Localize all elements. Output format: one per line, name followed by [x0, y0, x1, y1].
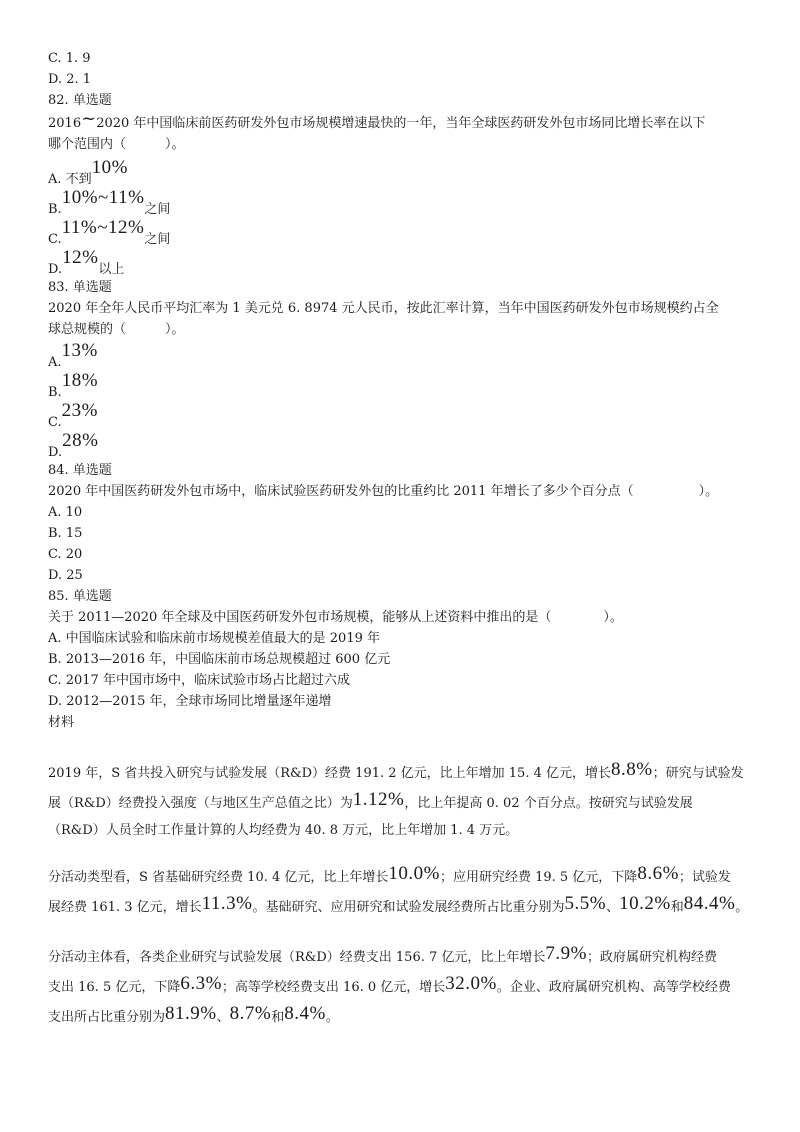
q85-option-c[interactable]: C. 2017 年中国市场中，临床试验市场占比超过六成 — [48, 673, 350, 688]
text-run: 和 — [271, 1010, 285, 1025]
math-value: 1.12% — [352, 789, 405, 810]
text-run: 。基础研究、应用研究和试验发展经费所占比重分别为 — [252, 900, 565, 915]
q82-option-a[interactable] — [48, 157, 754, 187]
math-value: 81.9% — [165, 1003, 217, 1024]
tilde-symbol: ~ — [81, 108, 97, 129]
math-value: 84.4% — [683, 893, 736, 914]
option-label: D. — [48, 445, 63, 460]
math-value: 11.3% — [201, 893, 253, 914]
q84-option-d[interactable]: D. 25 — [48, 568, 83, 583]
paragraph-line — [48, 893, 754, 923]
q83-option-a[interactable] — [48, 340, 754, 370]
q82-stem-line1 — [48, 108, 754, 134]
paragraph-line — [48, 973, 754, 1003]
math-value: 5.5% — [564, 893, 607, 914]
material-paragraph-3 — [48, 943, 754, 1033]
q83-header: 83. 单选题 — [48, 280, 112, 295]
q82-stem-line2: 哪个范围内（ ）。 — [48, 137, 185, 152]
text-run: ；研究与试验发 — [652, 766, 744, 781]
option-suffix: 之间 — [144, 202, 171, 217]
q83-stem-line2: 球总规模的（ ）。 — [48, 322, 185, 337]
math-value: 32.0% — [445, 973, 497, 994]
paragraph-line — [48, 789, 754, 819]
q82-stem-text: 2020 年中国临床前医药研发外包市场规模增速最快的一年，当年全球医药研发外包市场同比增长率在以下 — [96, 116, 706, 131]
option-label: D. — [48, 262, 63, 277]
option-math: 18% — [61, 370, 99, 391]
option-label: A. — [48, 355, 62, 370]
math-value: 10.2% — [619, 893, 671, 914]
q84-option-a[interactable]: A. 10 — [48, 505, 83, 520]
option-label: C. — [48, 232, 62, 247]
q83-stem-line1: 2020 年全年人民币平均汇率为 1 美元兑 6. 8974 元人民币，按此汇率计算，当年中国医药研发外包市场规模约占全 — [48, 301, 719, 316]
text-run: 、 — [606, 900, 620, 915]
paragraph-line — [48, 943, 754, 973]
math-value: 8.8% — [611, 759, 653, 780]
text-run: 展（R&D）经费投入强度（与地区生产总值之比）为 — [48, 796, 353, 811]
option-label: B. — [48, 385, 62, 400]
math-value: 8.4% — [284, 1003, 326, 1024]
q85-option-a[interactable]: A. 中国临床试验和临床前市场规模差值最大的是 2019 年 — [48, 631, 381, 646]
paragraph-line — [48, 863, 754, 893]
text-run: 分活动类型看，S 省基础研究经费 10. 4 亿元，比上年增长 — [48, 870, 389, 885]
q82-option-c[interactable] — [48, 217, 754, 247]
option-math: 12% — [62, 247, 99, 268]
option-math: 28% — [62, 430, 99, 451]
material-paragraph-1 — [48, 759, 754, 843]
option-label: B. — [48, 202, 62, 217]
option-label: A. 不到 — [48, 172, 92, 187]
text-run: 和 — [670, 900, 684, 915]
paragraph-line — [48, 1003, 754, 1033]
option-math: 11%~12% — [61, 217, 145, 238]
document-page — [48, 48, 754, 1033]
option-math: 13% — [61, 340, 98, 361]
text-run: ；试验发 — [678, 870, 731, 885]
text-run: ，比上年提高 0. 02 个百分点。按研究与试验发展 — [404, 796, 693, 811]
option-math: 10% — [91, 157, 128, 178]
q84-stem: 2020 年中国医药研发外包市场中，临床试验医药研发外包的比重约比 2011 年增长了多少个百分点（ ）。 — [48, 484, 719, 499]
prev-option-c: C. 1. 9 — [48, 51, 91, 66]
text-run: （R&D）人员全时工作量计算的人均经费为 40. 8 万元，比上年增加 1. 4 万元。 — [48, 823, 519, 838]
text-run: 分活动主体看，各类企业研究与试验发展（R&D）经费支出 156. 7 亿元，比上年增长 — [48, 950, 546, 965]
text-run: 。 — [735, 900, 749, 915]
text-run: 展经费 161. 3 亿元，增长 — [48, 900, 202, 915]
option-suffix: 以上 — [98, 262, 125, 277]
text-run: 2019 年，S 省共投入研究与试验发展（R&D）经费 191. 2 亿元，比上年增加 15. 4 亿元，增长 — [48, 766, 611, 781]
q83-option-c[interactable] — [48, 400, 754, 430]
option-math: 23% — [61, 400, 98, 421]
q83-option-b[interactable] — [48, 370, 754, 400]
paragraph-line — [48, 759, 754, 789]
text-run: ；应用研究经费 19. 5 亿元，下降 — [439, 870, 638, 885]
q82-option-b[interactable] — [48, 187, 754, 217]
text-run: ；政府属研究机构经费 — [586, 950, 717, 965]
q84-option-c[interactable]: C. 20 — [48, 547, 83, 562]
text-run: 、 — [216, 1010, 230, 1025]
math-value: 10.0% — [388, 863, 440, 884]
q84-option-b[interactable]: B. 15 — [48, 526, 83, 541]
math-value: 8.6% — [637, 863, 679, 884]
q82-option-d[interactable] — [48, 247, 754, 277]
option-label: C. — [48, 415, 62, 430]
text-run: ；高等学校经费支出 16. 0 亿元，增长 — [221, 980, 446, 995]
math-value: 8.7% — [229, 1003, 272, 1024]
q85-stem: 关于 2011—2020 年全球及中国医药研发外包市场规模，能够从上述资料中推出的是（ ）。 — [48, 610, 623, 625]
text-run: 。企业、政府属研究机构、高等学校经费 — [496, 980, 731, 995]
text-run: 。 — [325, 1010, 339, 1025]
q85-option-b[interactable]: B. 2013—2016 年，中国临床前市场总规模超过 600 亿元 — [48, 652, 391, 667]
math-value: 6.3% — [180, 973, 222, 994]
option-suffix: 之间 — [144, 232, 171, 247]
q83-option-d[interactable] — [48, 430, 754, 460]
q84-header: 84. 单选题 — [48, 463, 112, 478]
q82-header: 82. 单选题 — [48, 93, 112, 108]
material-paragraph-2 — [48, 863, 754, 923]
text-run: 支出 16. 5 亿元，下降 — [48, 980, 181, 995]
paragraph-line — [48, 819, 754, 843]
material-label: 材料 — [48, 715, 75, 730]
prev-option-d: D. 2. 1 — [48, 72, 92, 87]
q82-stem-year: 2016 — [48, 116, 82, 131]
option-math: 10%~11% — [61, 187, 145, 208]
math-value: 7.9% — [545, 943, 587, 964]
text-run: 支出所占比重分别为 — [48, 1010, 166, 1025]
q85-header: 85. 单选题 — [48, 589, 112, 604]
q85-option-d[interactable]: D. 2012—2015 年，全球市场同比增量逐年递增 — [48, 694, 332, 709]
